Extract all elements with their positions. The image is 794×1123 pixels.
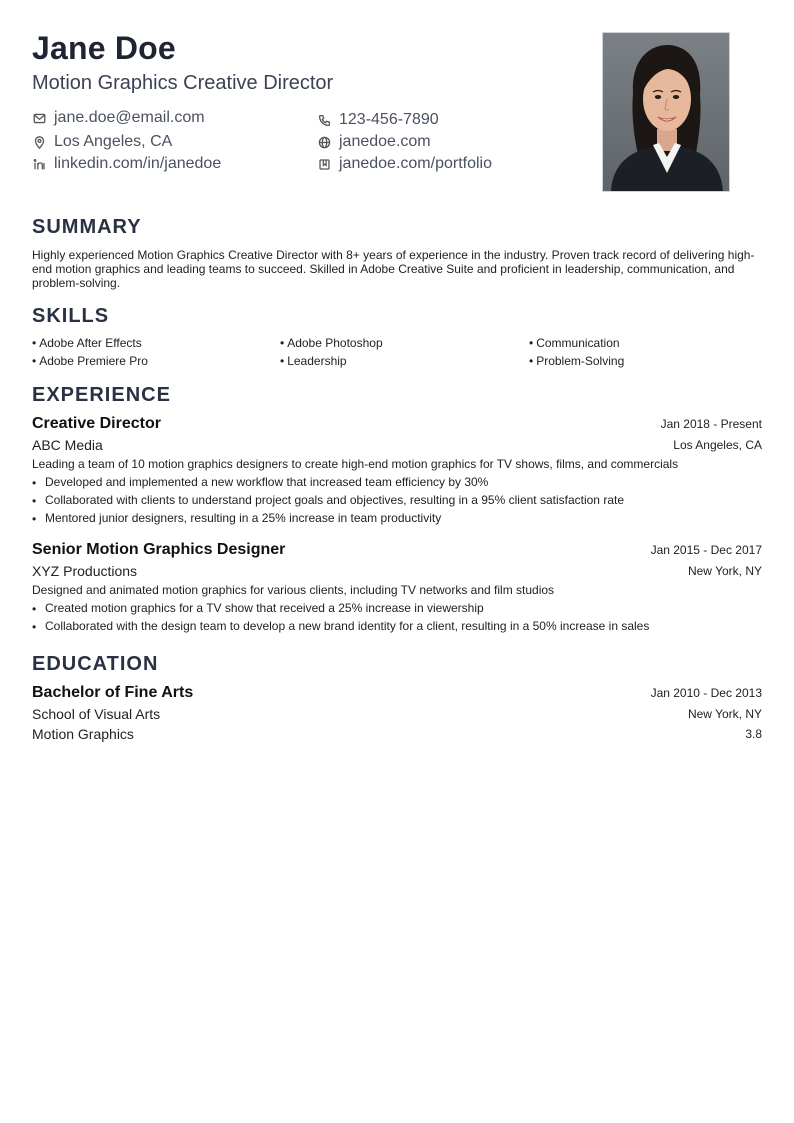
job-title: Creative Director	[32, 415, 161, 432]
contact-email[interactable]	[32, 109, 205, 127]
education-gpa: 3.8	[745, 727, 762, 741]
skill-item: • Problem-Solving	[529, 354, 625, 368]
candidate-name: Jane Doe	[32, 30, 176, 66]
skill-item: • Leadership	[280, 354, 347, 368]
phone-text[interactable]: 123-456-7890	[339, 111, 439, 128]
job-bullet: • Mentored junior designers, resulting in a 25% increase in team productivity	[32, 511, 442, 526]
education-degree: Bachelor of Fine Arts	[32, 684, 194, 701]
contact-website[interactable]	[317, 133, 431, 151]
candidate-title: Motion Graphics Creative Director	[32, 72, 334, 94]
skill-item: • Adobe Photoshop	[280, 336, 383, 350]
globe-icon	[317, 135, 331, 149]
section-heading-skills: SKILLS	[32, 305, 110, 327]
contact-phone[interactable]	[317, 111, 439, 129]
profile-photo	[602, 32, 730, 192]
linkedin-icon	[32, 157, 46, 171]
skill-item: • Communication	[529, 336, 620, 350]
education-dates: Jan 2010 - Dec 2013	[650, 686, 762, 700]
website-text[interactable]: janedoe.com	[339, 133, 431, 150]
section-heading-experience: EXPERIENCE	[32, 384, 171, 406]
job-company: XYZ Productions	[32, 563, 138, 579]
portfolio-text[interactable]: janedoe.com/portfolio	[339, 155, 492, 172]
contact-linkedin[interactable]	[32, 155, 221, 173]
education-field: Motion Graphics	[32, 726, 134, 742]
job-description: Leading a team of 10 motion graphics designers to create high-end motion graphics for TV shows, films, and commercials	[32, 457, 679, 471]
job-dates: Jan 2015 - Dec 2017	[650, 543, 762, 557]
contact-location	[32, 133, 172, 151]
education-school: School of Visual Arts	[32, 706, 161, 722]
job-title: Senior Motion Graphics Designer	[32, 541, 286, 558]
skill-item: • Adobe Premiere Pro	[32, 354, 148, 368]
education-location: New York, NY	[687, 707, 762, 721]
email-text[interactable]: jane.doe@email.com	[54, 109, 205, 126]
linkedin-text[interactable]: linkedin.com/in/janedoe	[54, 155, 222, 172]
job-bullet: • Collaborated with the design team to develop a new brand identity for a client, resulting in a 50% increase in sales	[32, 619, 650, 634]
job-company: ABC Media	[32, 437, 103, 453]
phone-icon	[317, 113, 331, 127]
job-location: Los Angeles, CA	[673, 438, 762, 452]
job-bullet: • Collaborated with clients to understand project goals and objectives, resulting in a 95% client satisfaction rate	[32, 493, 624, 508]
job-bullet: • Created motion graphics for a TV show that received a 25% increase in viewership	[32, 601, 484, 616]
section-heading-summary: SUMMARY	[32, 216, 142, 238]
job-dates: Jan 2018 - Present	[660, 417, 762, 431]
job-description: Designed and animated motion graphics for various clients, including TV networks and film studios	[32, 583, 555, 597]
job-location: New York, NY	[687, 564, 762, 578]
map-pin-icon	[32, 135, 46, 149]
skill-item: • Adobe After Effects	[32, 336, 142, 350]
bookmark-icon	[317, 157, 331, 171]
job-bullet: • Developed and implemented a new workflow that increased team efficiency by 30%	[32, 475, 489, 490]
mail-icon	[32, 111, 46, 125]
contact-portfolio[interactable]	[317, 155, 492, 173]
location-text: Los Angeles, CA	[54, 133, 173, 150]
summary-text: Highly experienced Motion Graphics Creative Director with 8+ years of experience in the industry. Proven track record of delivering high-end motion graphics and leading teams to succeed. Skilled in Adobe Creative Suite and proficient in leadership, communication, and problem-solving.	[32, 248, 755, 290]
section-heading-education: EDUCATION	[32, 653, 159, 675]
